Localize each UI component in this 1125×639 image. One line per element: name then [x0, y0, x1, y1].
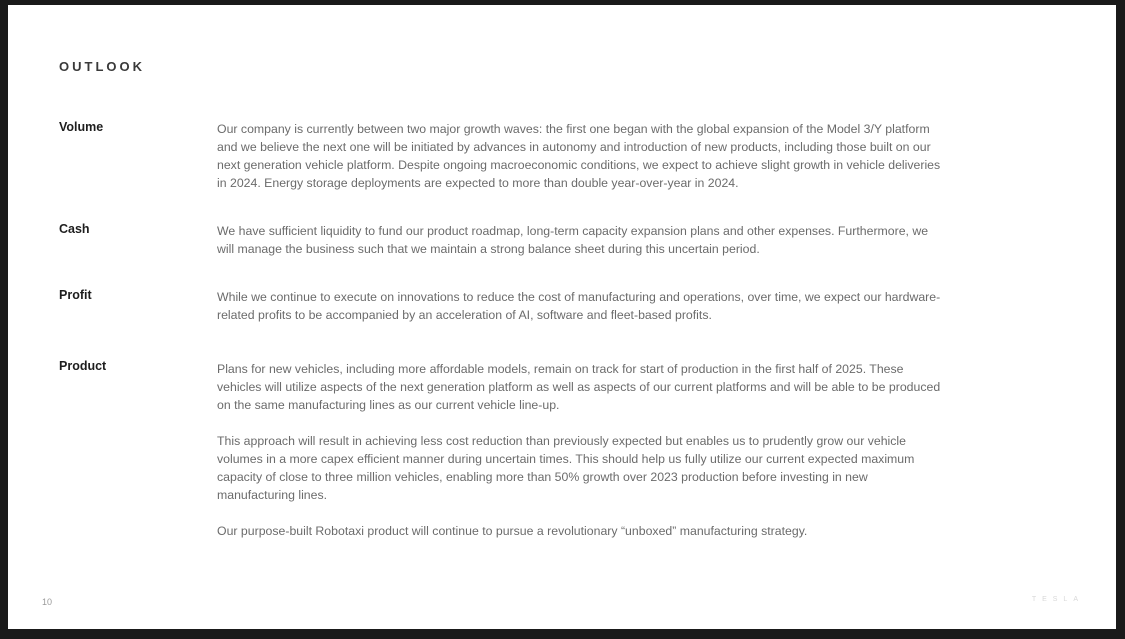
slide-page	[8, 5, 1116, 629]
paragraph: Our company is currently between two major growth waves: the first one began with the global expansion of the Model 3/Y platform and we believe the next one will be initiated by advances in autonomy and introduction of new products, including those built on our next generation vehicle platform. Despite ongoing macroeconomic conditions, we expect to achieve slight growth in vehicle deliveries in 2024. Energy storage deployments are expected to more than double year-over-year in 2024.	[217, 122, 941, 190]
paragraph: While we continue to execute on innovations to reduce the cost of manufacturing and operations, over time, we expect our hardware-related profits to be accompanied by an acceleration of AI, software and fleet-based profits.	[217, 290, 941, 322]
row-label-volume: Volume	[59, 120, 104, 134]
row-body-volume	[217, 120, 945, 192]
paragraph: We have sufficient liquidity to fund our product roadmap, long-term capacity expansion plans and other expenses. Furthermore, we will manage the business such that we maintain a strong balance sheet during this uncertain period.	[217, 224, 929, 256]
row-body-product	[217, 360, 945, 540]
brand-logo: TESLA	[1031, 596, 1084, 603]
paragraph: This approach will result in achieving less cost reduction than previously expected but enables us to prudently grow our vehicle volumes in a more capex efficient manner during uncertain times. This should help us fully utilize our current expected maximum capacity of close to three million vehicles, enabling more than 50% growth over 2023 production before investing in new manufacturing lines.	[217, 434, 915, 502]
paragraph: Our purpose-built Robotaxi product will continue to pursue a revolutionary “unboxed” manufacturing strategy.	[217, 524, 808, 538]
row-label-cash: Cash	[59, 222, 90, 236]
paragraph: Plans for new vehicles, including more affordable models, remain on track for start of production in the first half of 2025. These vehicles will utilize aspects of the next generation platform as well as aspects of our current platforms and will be able to be produced on the same manufacturing lines as our current vehicle line-up.	[217, 362, 941, 412]
row-body-profit	[217, 288, 945, 324]
page-number: 10	[42, 597, 53, 607]
row-body-cash	[217, 222, 945, 258]
section-title: OUTLOOK	[59, 59, 145, 74]
row-label-profit: Profit	[59, 288, 92, 302]
row-label-product: Product	[59, 359, 107, 373]
